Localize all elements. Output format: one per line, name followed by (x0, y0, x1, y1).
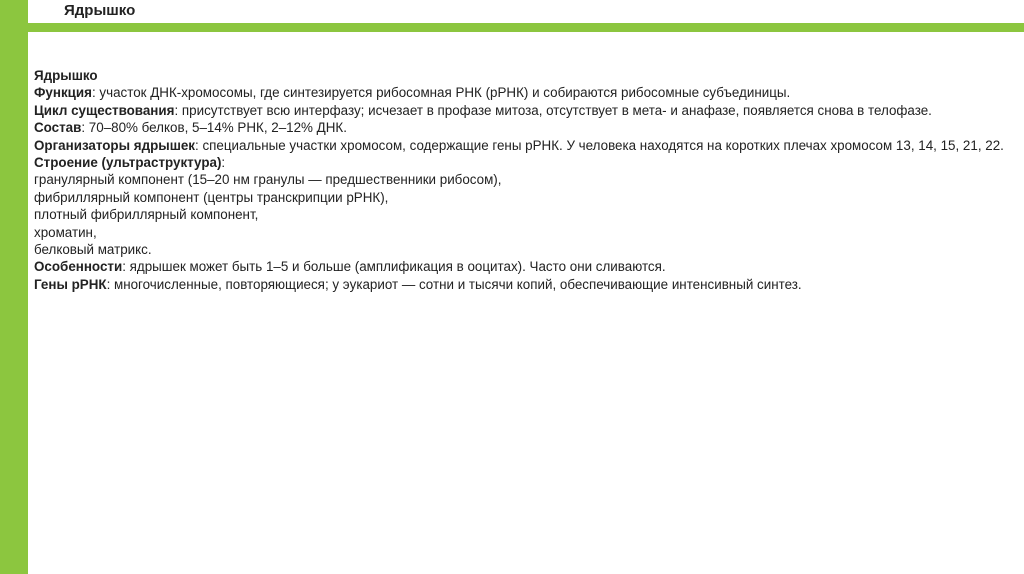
cycle-label: Цикл существования (34, 102, 175, 118)
composition-text: : 70–80% белков, 5–14% РНК, 2–12% ДНК. (81, 120, 347, 136)
cycle-text: : присутствует всю интерфазу; исчезает в профазе митоза, отсутствует в мета- и анафазе, появляется снова в телофазе. (174, 102, 932, 118)
function-label: Функция (34, 85, 92, 101)
genes-paragraph (34, 276, 1009, 293)
slide-body (34, 67, 1009, 293)
features-paragraph (34, 258, 1009, 275)
structure-item: фибриллярный компонент (центры транскрипции рРНК), (34, 189, 389, 205)
cycle-paragraph (34, 102, 1009, 119)
slide-title: Ядрышко (64, 2, 136, 19)
organizers-paragraph (34, 137, 1009, 154)
structure-paragraph (34, 154, 1009, 171)
structure-item: гранулярный компонент (15–20 нм гранулы — предшественники рибосом), (34, 172, 502, 188)
genes-label: Гены рРНК (34, 276, 107, 292)
composition-label: Состав (34, 120, 82, 136)
structure-item: белковый матрикс. (34, 242, 152, 258)
genes-text: : многочисленные, повторяющиеся; у эукариот — сотни и тысячи копий, обеспечивающие интенсивный синтез. (106, 276, 802, 292)
function-paragraph (34, 84, 1009, 101)
organizers-label: Организаторы ядрышек (34, 137, 196, 153)
structure-label: Строение (ультраструктура) (34, 155, 222, 171)
structure-item: хроматин, (34, 224, 97, 240)
features-text: : ядрышек может быть 1–5 и больше (амплификация в ооцитах). Часто они сливаются. (122, 259, 666, 275)
features-label: Особенности (34, 259, 123, 275)
structure-item: плотный фибриллярный компонент, (34, 207, 259, 223)
body-heading-text: Ядрышко (34, 68, 98, 83)
structure-text: : (221, 155, 226, 171)
composition-paragraph (34, 119, 1009, 136)
left-accent-bar (0, 0, 28, 574)
body-heading (34, 67, 1009, 84)
function-text: : участок ДНК-хромосомы, где синтезируется рибосомная РНК (рРНК) и собираются рибосомные субъединицы. (91, 85, 791, 101)
organizers-text: : специальные участки хромосом, содержащие гены рРНК. У человека находятся на коротких плечах хромосом 13, 14, 15, 21, 22. (195, 137, 1004, 153)
title-underline-bar (28, 23, 1024, 32)
